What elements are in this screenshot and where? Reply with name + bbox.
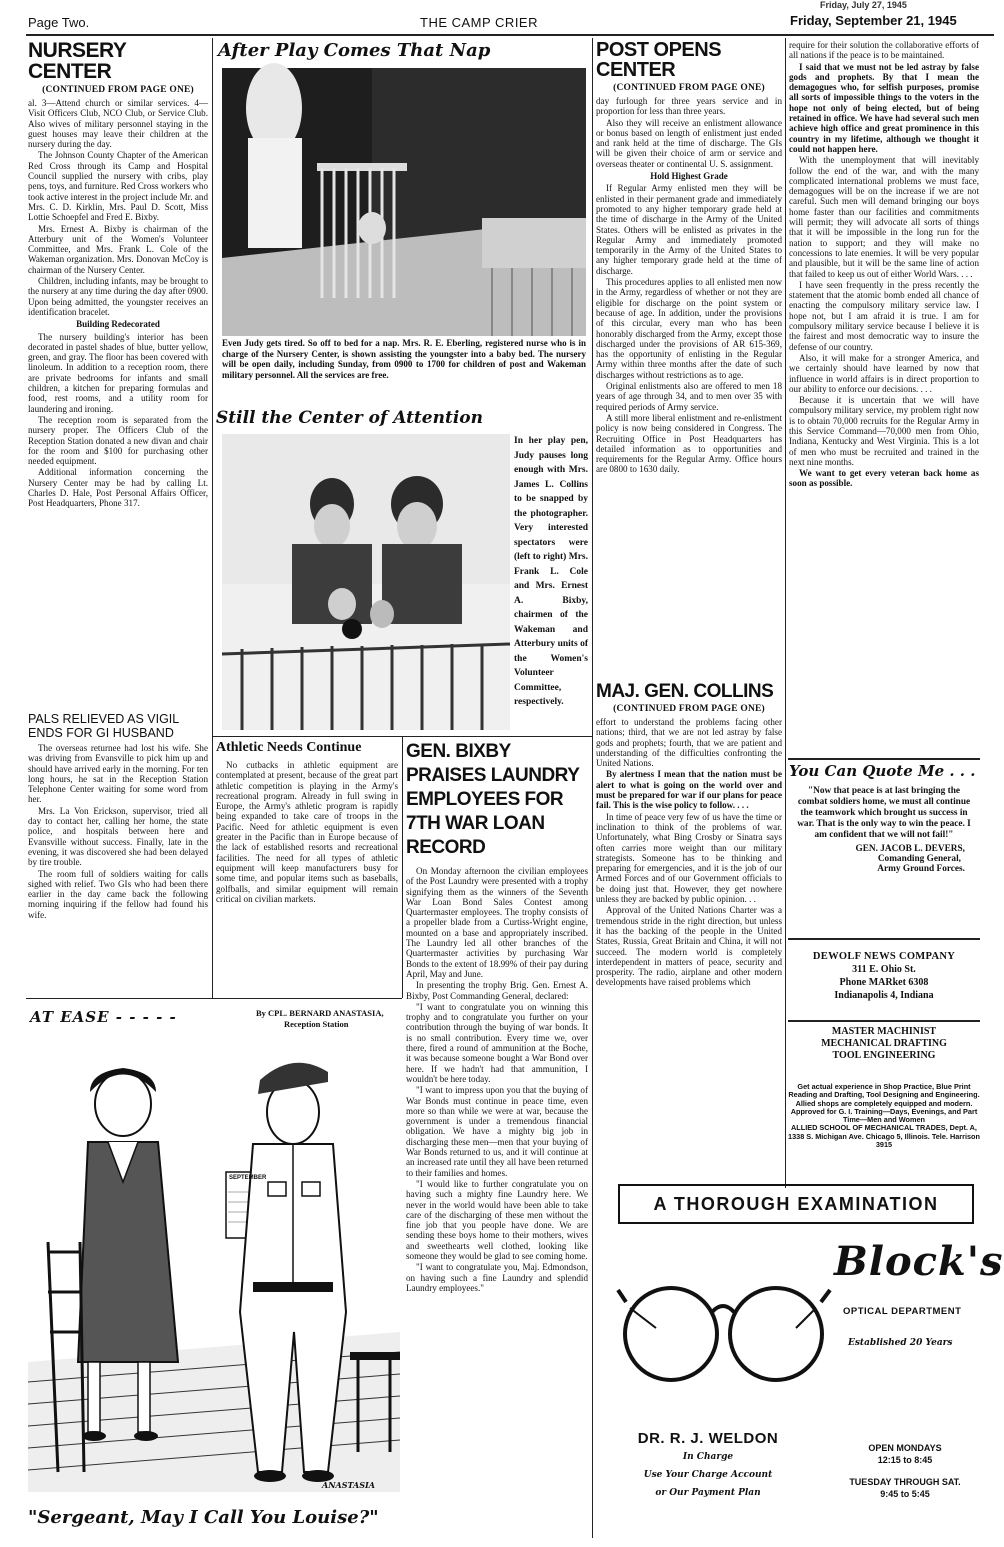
nap-headline: After Play Comes That Nap (218, 40, 491, 61)
cartoon-signature: ANASTASIA (322, 1480, 375, 1490)
blocks-banner: A THOROUGH EXAMINATION (618, 1184, 974, 1224)
nursery-body (28, 98, 208, 509)
quote-title2: Army Ground Forces. (877, 864, 965, 874)
bold-paragraph: We want to get every veteran back home as soon as possible. (789, 468, 979, 489)
bixby-headline: GEN. BIXBY PRAISES LAUNDRY EMPLOYEES FOR 7TH WAR LOAN RECORD (406, 741, 580, 858)
row-rule-low (26, 998, 402, 999)
blocks-dept: OPTICAL DEPARTMENT (843, 1306, 962, 1317)
ad-machinist (789, 1026, 979, 1086)
paragraph: "I would like to further congratulate you on having such a mighty fine Laundry here. We never in the world would have been able to take care of the discharging of these men without the fine job that you people have done. We are sending these boys home to their mothers, wives and sweethearts well clothed, looking like someone they would be glad to see coming home. (406, 1178, 588, 1261)
paragraph: Children, including infants, may be brought to the nursery at any time during the day after 0900. Upon being admitted, the youngster receives an identification bracelet. (28, 276, 208, 317)
pals-article (28, 712, 208, 994)
paragraph: Because it is uncertain that we will have compulsory military service, my problem right now is to obtain 70,000 recruits for the Regular Army in this Service Command—70,000 men from Ohio, Indiana, Kentucky and West Virginia. This is a lot of men who must be recruited and trained in the next nine months. (789, 395, 979, 467)
blocks-open4: 9:45 to 5:45 (880, 1489, 930, 1499)
paragraph: Original enlistments also are offered to men 18 years of age through 34, and to men over 35 with required periods of Army service. (596, 381, 782, 412)
post-subhead: Hold Highest Grade (650, 171, 728, 182)
machinist-line2: MECHANICAL DRAFTING (821, 1038, 947, 1049)
machinist-line1: MASTER MACHINIST (831, 1026, 937, 1037)
post-continued: (CONTINUED FROM PAGE ONE) (613, 83, 765, 93)
cartoon-byline: By CPL. BERNARD ANASTASIA, (256, 1008, 384, 1018)
paragraph: "I want to impress upon you that the buying of War Bonds must continue in peace time, even more so than while we were at war, because the government is under a tremendous financial obligation. We have a mighty big job in discharging these men—men that your buying of War Bonds returned to us, and it will continue at an increased rate until they all have been returned to their families and homes. (406, 1085, 588, 1178)
dewolf-address: 311 E. Ohio St. (852, 964, 916, 975)
quote-headline: You Can Quote Me . . . (789, 762, 976, 780)
col-rule-3 (785, 38, 786, 1188)
collins-body (596, 717, 782, 988)
paragraph: al. 3—Attend church or similar services. 4—Visit Officers Club, NCO Club, or Service Club. Also wives of military personnel staying in the guest houses may leave their children at the nursery during the day. (28, 98, 208, 150)
page-label: Page Two. (28, 15, 90, 30)
masthead-rule (26, 34, 994, 36)
quote-rule-bottom (788, 938, 980, 940)
paragraph: On Monday afternoon the civilian employees of the Post Laundry were presented with a trophy signifying them as the winners of the Seventh War Loan Bond Sales Contest among Quartermaster employees. The trophy consists of a propeller blade from a Curtiss-Wright engine, mounted on a base and appropriately inscribed. The Laundry led all other branches of the Quartermaster activities by purchasing War Bonds to the extent of 18.99% of their pay during April, May and June. (406, 866, 588, 979)
blocks-charge1: Use Your Charge Account (643, 1470, 773, 1480)
paragraph: day furlough for three years service and in proportion for less than three years. (596, 96, 782, 117)
attention-headline: Still the Center of Attention (216, 408, 483, 428)
paragraph: The nursery building's interior has been decorated in pastel shades of blue, butter yellow, green, and gray. The floor has been covered with linoleum. In addition to a reception room, there are private bedrooms for infants and small children, a kitchen for preparing formulas and food, rest rooms, and a utility room for laundering and ironing. (28, 331, 208, 414)
paragraph: "I want to congratulate you, Maj. Edmondson, on having such a fine Laundry and splendid Laundry employees." (406, 1262, 588, 1293)
cartoon (26, 1002, 402, 1542)
collins-article (596, 682, 782, 1162)
machinist-school: ALLIED SCHOOL OF MECHANICAL TRADES, Dept. A, 1338 S. Michigan Ave. Chicago 5, Illinois. Tele. Harrison 3915 (788, 1123, 980, 1150)
blocks-hours (830, 1442, 980, 1500)
cartoon-illustration (28, 1032, 400, 1492)
paragraph: require for their solution the collaborative efforts of all nations if the peace is to be maintained. (789, 40, 979, 61)
glasses-icon (616, 1272, 836, 1392)
paper-name: THE CAMP CRIER (420, 15, 538, 30)
paragraph: Mrs. Ernest A. Bixby is chairman of the Atterbury unit of the Women's Volunteer Committee, and Mrs. Frank L. Cole of the Wakeman organization. Mrs. Donovan McCoy is chairman of the Nursery Center. (28, 223, 208, 275)
paragraph: The overseas returnee had lost his wife. She was driving from Evansville to pick him up and should have arrived early in the morning. For ten long hours, he sat in the Reception Station Telephone Center waiting for some word from her. (28, 743, 208, 805)
blocks-open1: OPEN MONDAYS (868, 1443, 942, 1453)
masthead (0, 0, 1000, 34)
paragraph: This procedures applies to all enlisted men now in the Army, regardless of whether or not they are eligible for discharge on the point system or because of age. In addition, under the provisions of this circular, every man who has been honorably discharged from the Army, except those discharged under the provisions of AR 615-369, has the opportunity of enlisting in the Regular Army within three months after the date of such discharges without restrictions as to age. (596, 277, 782, 380)
athletic-article (216, 740, 398, 996)
paragraph: effort to understand the problems facing other nations; third, that we are not led astray by false gods and prophets; fourth, that we are patient and understanding of the difficulties confronting the United Nations. (596, 717, 782, 769)
bixby-article (406, 740, 588, 1540)
nap-photo-illustration (222, 68, 586, 336)
col5-body (789, 40, 979, 489)
bold-paragraph: I said that we must not be led astray by false gods and prophets. By that I mean the demagogues who, for selfish purposes, promise all sorts of impossible things to the voters in the hope not only of being elected, but of being retained in office. We have had several such men achieve high office and great prominence in this country in my lifetime, although we thought it could not happen here. (789, 61, 979, 154)
athletic-headline: Athletic Needs Continue (216, 740, 362, 755)
dewolf-phone: Phone MARket 6308 (839, 977, 929, 988)
post-article (596, 40, 782, 680)
collins-headline: MAJ. GEN. COLLINS (596, 681, 774, 702)
blocks-doctor-block (608, 1430, 808, 1498)
row-rule-mid (212, 736, 592, 737)
quote-title1: Comanding General, (877, 854, 961, 864)
dewolf-name: DEWOLF NEWS COMPANY (812, 951, 956, 962)
paragraph: "I want to congratulate you on winning this trophy and to congratulate you further on your contribution through the buying of war bonds. It is no small contribution. Every time we, over there, fired a round of ammunition at the Boche, it was because someone bought a War Bond over here. If we hadn't had that ammunition, I wouldn't be here today. (406, 1001, 588, 1084)
cartoon-title: AT EASE - - - - - (30, 1008, 177, 1026)
blocks-open2: 12:15 to 8:45 (877, 1455, 933, 1465)
blocks-open3: TUESDAY THROUGH SAT. (849, 1477, 961, 1487)
machinist-line3: TOOL ENGINEERING (832, 1050, 936, 1061)
collins-continuation (789, 40, 979, 750)
machinist-body: Get actual experience in Shop Practice, Blue Print Reading and Drafting, Tool Designing and Engineering. Allied shops are completely equipped and modern. Approved for G. I. Training—Days, Evenings, and Part Time—Men and Women (788, 1082, 980, 1125)
paragraph: No cutbacks in athletic equipment are contemplated at present, because of the great part athletic competition is playing in the Army's recreational program. Already in full swing in Europe, the Army's athletic program is rapidly being expanded to take care of troops in the Pacific. Need for athletic equipment is even greater in the Pacific than in Europe because of the lack of established resorts and recreational facilities. The need for all types of athletic equipment will keep manufacturers busy for some time, and popular items such as baseballs, golfballs, and similar equipment will remain critical on civilian markets. (216, 760, 398, 904)
post-body (596, 96, 782, 475)
attention-photo-illustration (222, 434, 510, 730)
dewolf-city: Indianapolis 4, Indiana (834, 990, 934, 1001)
quote-text: "Now that peace is at last bringing the combat soldiers home, we must all continue the teamwork which brought us success in war. That is the only way to win the peace. I am confident that we will not fail!" (797, 786, 971, 840)
col-rule-4 (402, 736, 403, 998)
athletic-body (216, 760, 398, 904)
paragraph: In presenting the trophy Brig. Gen. Ernest A. Bixby, Post Commanding General, declared: (406, 980, 588, 1001)
quote-attribution: GEN. JACOB L. DEVERS, (855, 844, 965, 854)
paragraph: The room full of soldiers waiting for calls sighed with relief. Two GIs who had been there earlier in the day came back the following morning inquiring if the fellow had found his wife. (28, 868, 208, 920)
paragraph: With the unemployment that will inevitably follow the end of the war, and with the many complicated international problems we must face, demagogues will be on the increase if we are not careful. Such men will demand bringing our boys home faster than our facilities and commitments will permit; they will advocate all sorts of things that it will be impossible in the long run for the nation to support; and they will make no concessions to late enemies. It will be very popular and plausible, but it will be the same line of action that failed to keep us out of either World Wars. . . . (789, 155, 979, 279)
attention-caption: In her play pen, Judy pauses long enough with Mrs. James L. Collins to be snapped by the photographer. Very interested spectators were (left to right) Mrs. Frank L. Cole and Mrs. Ernest A. Bixby, chairmen of the Wakeman and Atterbury units of the Women's Volunteer Committee, respectively. (514, 436, 588, 707)
quote-rule-top (788, 758, 980, 760)
dewolf-rule (788, 1020, 980, 1022)
post-headline: POST OPENS CENTER (596, 39, 722, 81)
blocks-charge2: or Our Payment Plan (655, 1488, 761, 1498)
paragraph: The reception room is separated from the nursery proper. The Officers Club of the Reception Station donated a new divan and chair for the room and $100 for purchasing other needed equipment. (28, 414, 208, 467)
issue-date: Friday, September 21, 1945 (790, 13, 957, 28)
paragraph: In time of peace very few of us have the time or inclination to think of the problems of war. Unfortunately, what Bing Crosby or Sinatra says often carries more weight than our military strategists. Someone has to be thinking and preparing for emergencies, and it is the job of our Armed Forces and of our Government officials to be doing just that. However, they get nowhere unless they are backed by public opinion. . . (596, 811, 782, 905)
nap-caption: Even Judy gets tired. So off to bed for a nap. Mrs. R. E. Eberling, registered nurse who is in charge of the Nursery Center, is shown assisting the youngster into a baby bed. The nursery will be open daily, including Sunday, from 0900 to 1700 for children of post and Wakeman military personnel. All the services are free. (222, 338, 586, 380)
paragraph: If Regular Army enlisted men they will be enlisted in their permanent grade and immediately promoted to any higher temporary grade held at the time of discharge in the Army of the United States. Others will be enlisted as privates in the Regular Army and immediately promoted temporarily in the Army of the United States to any higher temporary grade held at the time of discharge. (596, 183, 782, 276)
nap-photo (222, 68, 586, 336)
bold-paragraph: By alertness I mean that the nation must be alert to what is going on the world over and must be prepared for war if our plans for peace fail. This is the wise policy to follow. . . . (596, 769, 782, 811)
collins-continued: (CONTINUED FROM PAGE ONE) (613, 704, 765, 714)
blocks-established: Established 20 Years (848, 1338, 953, 1348)
pals-headline: PALS RELIEVED AS VIGIL ENDS FOR GI HUSBAND (28, 712, 179, 740)
paragraph: A still more liberal enlistment and re-enlistment policy is now being considered in Congress. The Recruiting Office in Post Headquarters has detailed information as to opportunities and requirements for the Regular Army. Office hours are 0800 to 1630 daily. (596, 412, 782, 475)
bixby-body (406, 866, 588, 1293)
nursery-continued: (CONTINUED FROM PAGE ONE) (42, 85, 194, 95)
paragraph: Additional information concerning the Nursery Center may be had by calling Lt. Charles D. Hale, Post Personal Affairs Officer, Post Headquarters, Phone 317. (28, 467, 208, 509)
calendar-label: SEPTEMBER (229, 1175, 267, 1181)
ad-machinist-body (786, 1083, 982, 1171)
col-rule-1 (212, 38, 213, 998)
blocks-logo: Block's (834, 1238, 1004, 1285)
paragraph: Also, it will make for a stronger America, and we certainly should have learned by now that influence in world affairs is in direct proportion to our ability to enforce our decisions. . . . (789, 352, 979, 394)
nursery-headline: NURSERY CENTER (28, 39, 127, 83)
cartoon-byline2: Reception Station (284, 1019, 349, 1029)
ad-blocks (598, 1178, 1004, 1538)
blocks-in-charge: In Charge (682, 1452, 734, 1462)
cartoon-caption: "Sergeant, May I Call You Louise?" (28, 1507, 379, 1528)
nursery-article (28, 40, 208, 710)
col-rule-2 (592, 38, 593, 1538)
paragraph: Also they will receive an enlistment allowance or bonus based on length of enlistment just ended and rank held at the time of discharge. The GIs will be given their choice of arm or service and overseas theater or continental U. S. assignment. (596, 117, 782, 169)
attention-photo (222, 434, 510, 730)
paragraph: Mrs. La Von Erickson, supervisor, tried all day to contact her, calling her home, the state police, and hospitals between here and Evansville without success. Finally, late in the evening, it was discovered she had been delayed by tire trouble. (28, 805, 208, 868)
blocks-doctor: DR. R. J. WELDON (637, 1430, 779, 1447)
nursery-subhead: Building Redecorated (76, 319, 160, 330)
ad-dewolf (789, 950, 979, 1014)
quote-box (789, 762, 979, 912)
top-stamp: Friday, July 27, 1945 (820, 0, 907, 10)
paragraph: Approval of the United Nations Charter was a tremendous stride in the right direction, but unless it has the backing of the people in the United States, Russia, Great Britain and China, it will not succeed. The modern world is completely interdependent in matters of peace, security and prosperity. The radio, airplane and other modern developments have raised problems which (596, 905, 782, 988)
paragraph: I have seen frequently in the press recently the statement that the atomic bomb ended all chance of enacting the compulsory military service law. I hope not, but I am afraid it is true. I am for compulsory military service because I believe it is the fairest and most democratic way to insure the defense of our country. (789, 279, 979, 352)
pals-body (28, 743, 208, 920)
paragraph: The Johnson County Chapter of the American Red Cross through its Camp and Hospital Council supplied the nursery with cribs, play pens, toys, and furniture. Red Cross workers who took active interest in the project include Mr. and Mrs. C. D. Kirklin, Mrs. Paul D. Scott, Miss Lottie Schoepfel and Fred E. Bixby. (28, 150, 208, 223)
